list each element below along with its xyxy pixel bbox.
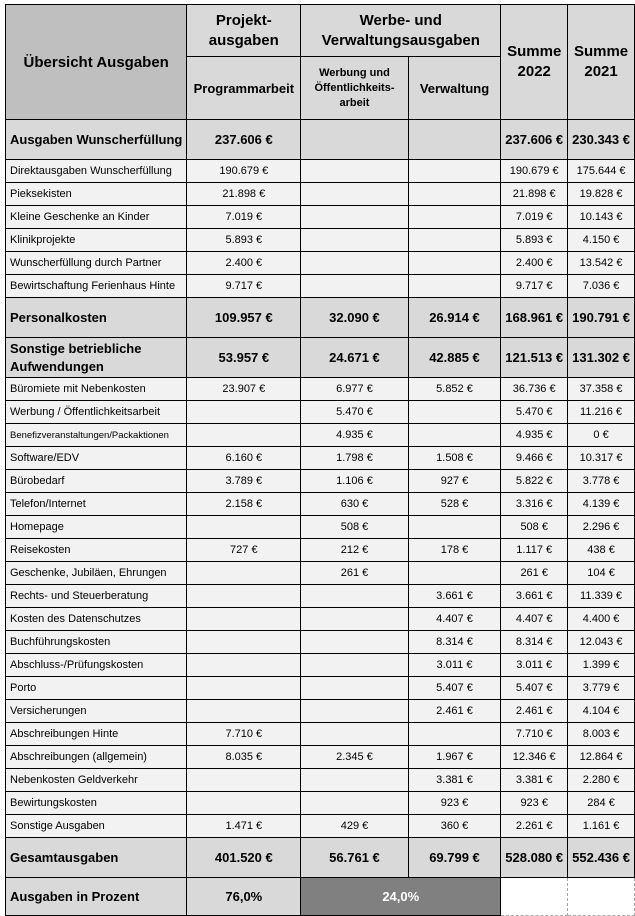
table-row bbox=[6, 183, 635, 206]
row-label: Pieksekisten bbox=[6, 183, 187, 206]
group-header-werbe-line1: Werbe- und bbox=[359, 11, 442, 29]
cell-programm: 7.019 € bbox=[187, 206, 301, 229]
cell-verwaltung: 1.508 € bbox=[408, 447, 501, 470]
cell-summe2022: 190.679 € bbox=[501, 160, 568, 183]
cell-summe2022: 12.346 € bbox=[501, 746, 568, 769]
cell-werbung: 24.671 € bbox=[301, 338, 408, 378]
cell-summe2021: 12.043 € bbox=[568, 631, 635, 654]
cell-summe2022: 5.893 € bbox=[501, 229, 568, 252]
cell-summe2021: 10.143 € bbox=[568, 206, 635, 229]
cell-programm bbox=[187, 700, 301, 723]
expense-overview-table bbox=[5, 4, 635, 916]
cell-summe2022: 5.822 € bbox=[501, 470, 568, 493]
table-row bbox=[6, 769, 635, 792]
row-label: Abschreibungen Hinte bbox=[6, 723, 187, 746]
row-label: Sonstige Ausgaben bbox=[6, 815, 187, 838]
row-label: Nebenkosten Geldverkehr bbox=[6, 769, 187, 792]
row-label: Versicherungen bbox=[6, 700, 187, 723]
cell-summe2021: 4.104 € bbox=[568, 700, 635, 723]
cell-werbung bbox=[301, 631, 408, 654]
row-label-line1: Sonstige betriebliche bbox=[10, 340, 142, 356]
cell-summe2021: 4.150 € bbox=[568, 229, 635, 252]
cell-verwaltung: 528 € bbox=[408, 493, 501, 516]
cell-werbung: 32.090 € bbox=[301, 298, 408, 338]
col-header-verwaltung: Verwaltung bbox=[408, 57, 501, 120]
cell-programm: 2.400 € bbox=[187, 252, 301, 275]
cell-summe2022: 2.461 € bbox=[501, 700, 568, 723]
cell-summe2021: 190.791 € bbox=[568, 298, 635, 338]
cell-verwaltung bbox=[408, 516, 501, 539]
cell-werbung bbox=[301, 275, 408, 298]
cell-summe2021: 13.542 € bbox=[568, 252, 635, 275]
cell-werbung bbox=[301, 183, 408, 206]
cell-werbung bbox=[301, 160, 408, 183]
cell-summe2021: 104 € bbox=[568, 562, 635, 585]
cell-summe2021: 4.400 € bbox=[568, 608, 635, 631]
cell-summe2021: 2.296 € bbox=[568, 516, 635, 539]
row-label: Büromiete mit Nebenkosten bbox=[6, 378, 187, 401]
table-row bbox=[6, 815, 635, 838]
table-row bbox=[6, 275, 635, 298]
cell-werbung bbox=[301, 723, 408, 746]
cell-verwaltung: 3.661 € bbox=[408, 585, 501, 608]
table-row bbox=[6, 516, 635, 539]
cell-summe2022: 5.470 € bbox=[501, 401, 568, 424]
table-title: Übersicht Ausgaben bbox=[6, 5, 187, 120]
cell-summe2021: 2.280 € bbox=[568, 769, 635, 792]
cell-summe2021: 284 € bbox=[568, 792, 635, 815]
totals-verwaltung: 69.799 € bbox=[408, 838, 501, 878]
cell-verwaltung bbox=[408, 252, 501, 275]
cell-summe2022: 1.117 € bbox=[501, 539, 568, 562]
row-label: Werbung / Öffentlichkeitsarbeit bbox=[6, 401, 187, 424]
col-header-werbung-line3: arbeit bbox=[339, 96, 370, 109]
cell-summe2021: 10.317 € bbox=[568, 447, 635, 470]
cell-werbung: 6.977 € bbox=[301, 378, 408, 401]
row-label: Personalkosten bbox=[6, 298, 187, 338]
row-label: Benefizveranstaltungen/Packaktionen bbox=[6, 424, 187, 447]
cell-programm: 21.898 € bbox=[187, 183, 301, 206]
cell-programm bbox=[187, 677, 301, 700]
table-row bbox=[6, 493, 635, 516]
cell-summe2022: 3.011 € bbox=[501, 654, 568, 677]
table-row bbox=[6, 229, 635, 252]
row-label: Kleine Geschenke an Kinder bbox=[6, 206, 187, 229]
cell-summe2022: 2.400 € bbox=[501, 252, 568, 275]
cell-programm bbox=[187, 631, 301, 654]
col-header-werbung-oeffentlichkeitsarbeit bbox=[301, 57, 408, 120]
col-header-summe-2021-line2: 2021 bbox=[584, 63, 618, 80]
table-row bbox=[6, 585, 635, 608]
cell-werbung: 630 € bbox=[301, 493, 408, 516]
group-header-projektausgaben-line1: Projekt- bbox=[215, 11, 272, 29]
cell-summe2022: 4.935 € bbox=[501, 424, 568, 447]
cell-summe2021: 1.161 € bbox=[568, 815, 635, 838]
table-row bbox=[6, 562, 635, 585]
cell-werbung bbox=[301, 252, 408, 275]
cell-verwaltung bbox=[408, 229, 501, 252]
table-row bbox=[6, 746, 635, 769]
table-row bbox=[6, 424, 635, 447]
cell-summe2021: 37.358 € bbox=[568, 378, 635, 401]
row-label bbox=[6, 338, 187, 378]
table-row bbox=[6, 401, 635, 424]
cell-summe2021: 8.003 € bbox=[568, 723, 635, 746]
cell-werbung bbox=[301, 585, 408, 608]
table-row bbox=[6, 700, 635, 723]
cell-verwaltung bbox=[408, 206, 501, 229]
table-row bbox=[6, 654, 635, 677]
cell-summe2021: 0 € bbox=[568, 424, 635, 447]
totals-programm: 401.520 € bbox=[187, 838, 301, 878]
table-row bbox=[6, 608, 635, 631]
row-label: Ausgaben Wunscherfüllung bbox=[6, 120, 187, 160]
cell-programm: 237.606 € bbox=[187, 120, 301, 160]
row-label: Klinikprojekte bbox=[6, 229, 187, 252]
cell-programm bbox=[187, 516, 301, 539]
cell-werbung: 508 € bbox=[301, 516, 408, 539]
table-row bbox=[6, 470, 635, 493]
row-label: Porto bbox=[6, 677, 187, 700]
cell-summe2022: 923 € bbox=[501, 792, 568, 815]
cell-werbung: 429 € bbox=[301, 815, 408, 838]
row-label: Buchführungskosten bbox=[6, 631, 187, 654]
table-row bbox=[6, 631, 635, 654]
table-row bbox=[6, 539, 635, 562]
cell-werbung: 212 € bbox=[301, 539, 408, 562]
cell-verwaltung: 5.407 € bbox=[408, 677, 501, 700]
row-label: Kosten des Datenschutzes bbox=[6, 608, 187, 631]
table-row bbox=[6, 160, 635, 183]
row-label: Telefon/Internet bbox=[6, 493, 187, 516]
table-group-row bbox=[6, 338, 635, 378]
cell-summe2022: 5.407 € bbox=[501, 677, 568, 700]
row-label: Wunscherfüllung durch Partner bbox=[6, 252, 187, 275]
row-label: Abschreibungen (allgemein) bbox=[6, 746, 187, 769]
cell-werbung bbox=[301, 608, 408, 631]
cell-summe2022: 9.717 € bbox=[501, 275, 568, 298]
cell-verwaltung bbox=[408, 120, 501, 160]
empty-cell bbox=[568, 878, 635, 916]
cell-summe2022: 9.466 € bbox=[501, 447, 568, 470]
col-header-summe-2021-line1: Summe bbox=[573, 43, 629, 60]
cell-summe2022: 3.381 € bbox=[501, 769, 568, 792]
cell-programm bbox=[187, 792, 301, 815]
cell-verwaltung bbox=[408, 275, 501, 298]
cell-programm: 2.158 € bbox=[187, 493, 301, 516]
row-label: Direktausgaben Wunscherfüllung bbox=[6, 160, 187, 183]
cell-summe2022: 4.407 € bbox=[501, 608, 568, 631]
table-row bbox=[6, 677, 635, 700]
row-label: Rechts- und Steuerberatung bbox=[6, 585, 187, 608]
cell-werbung: 261 € bbox=[301, 562, 408, 585]
cell-summe2022: 7.710 € bbox=[501, 723, 568, 746]
group-header-projektausgaben bbox=[187, 5, 301, 57]
group-header-werbe-line2: Verwaltungsausgaben bbox=[321, 31, 480, 49]
cell-programm: 6.160 € bbox=[187, 447, 301, 470]
cell-programm bbox=[187, 401, 301, 424]
cell-verwaltung: 178 € bbox=[408, 539, 501, 562]
cell-verwaltung: 3.011 € bbox=[408, 654, 501, 677]
cell-programm bbox=[187, 585, 301, 608]
table-row bbox=[6, 447, 635, 470]
table-group-row bbox=[6, 298, 635, 338]
col-header-summe-2022-line2: 2022 bbox=[517, 63, 551, 80]
cell-summe2022: 508 € bbox=[501, 516, 568, 539]
cell-summe2022: 3.661 € bbox=[501, 585, 568, 608]
cell-verwaltung bbox=[408, 160, 501, 183]
row-label: Bürobedarf bbox=[6, 470, 187, 493]
empty-cell bbox=[501, 878, 568, 916]
cell-verwaltung: 4.407 € bbox=[408, 608, 501, 631]
cell-summe2021: 175.644 € bbox=[568, 160, 635, 183]
cell-summe2022: 168.961 € bbox=[501, 298, 568, 338]
cell-summe2022: 121.513 € bbox=[501, 338, 568, 378]
cell-verwaltung: 2.461 € bbox=[408, 700, 501, 723]
cell-programm bbox=[187, 769, 301, 792]
cell-werbung bbox=[301, 120, 408, 160]
group-header-werbe-verwaltung bbox=[301, 5, 501, 57]
cell-verwaltung: 927 € bbox=[408, 470, 501, 493]
cell-summe2022: 3.316 € bbox=[501, 493, 568, 516]
percent-programm: 76,0% bbox=[187, 878, 301, 916]
row-label: Bewirtschaftung Ferienhaus Hinte bbox=[6, 275, 187, 298]
cell-programm: 8.035 € bbox=[187, 746, 301, 769]
totals-summe-2022: 528.080 € bbox=[501, 838, 568, 878]
cell-summe2021: 230.343 € bbox=[568, 120, 635, 160]
row-label: Reisekosten bbox=[6, 539, 187, 562]
group-header-projektausgaben-line2: ausgaben bbox=[208, 31, 279, 49]
col-header-werbung-line2: Öffentlichkeits- bbox=[314, 81, 395, 94]
col-header-werbung-line1: Werbung und bbox=[319, 66, 390, 79]
cell-werbung bbox=[301, 229, 408, 252]
cell-werbung: 1.798 € bbox=[301, 447, 408, 470]
cell-summe2021: 438 € bbox=[568, 539, 635, 562]
cell-programm: 109.957 € bbox=[187, 298, 301, 338]
table-group-row bbox=[6, 120, 635, 160]
cell-programm: 3.789 € bbox=[187, 470, 301, 493]
cell-summe2022: 8.314 € bbox=[501, 631, 568, 654]
cell-programm: 5.893 € bbox=[187, 229, 301, 252]
cell-summe2021: 3.778 € bbox=[568, 470, 635, 493]
cell-programm: 7.710 € bbox=[187, 723, 301, 746]
cell-summe2021: 4.139 € bbox=[568, 493, 635, 516]
percent-werbe-verwaltung: 24,0% bbox=[301, 878, 501, 916]
col-header-summe-2021 bbox=[568, 5, 635, 120]
cell-programm bbox=[187, 608, 301, 631]
table-row bbox=[6, 252, 635, 275]
cell-werbung: 1.106 € bbox=[301, 470, 408, 493]
cell-werbung: 5.470 € bbox=[301, 401, 408, 424]
cell-programm bbox=[187, 562, 301, 585]
cell-programm: 727 € bbox=[187, 539, 301, 562]
cell-verwaltung: 26.914 € bbox=[408, 298, 501, 338]
col-header-programmarbeit: Programmarbeit bbox=[187, 57, 301, 120]
row-label-line2: Aufwendungen bbox=[10, 358, 104, 374]
row-label: Software/EDV bbox=[6, 447, 187, 470]
cell-werbung bbox=[301, 206, 408, 229]
table-row bbox=[6, 723, 635, 746]
cell-werbung: 4.935 € bbox=[301, 424, 408, 447]
cell-programm: 53.957 € bbox=[187, 338, 301, 378]
cell-werbung bbox=[301, 700, 408, 723]
cell-verwaltung: 42.885 € bbox=[408, 338, 501, 378]
cell-summe2021: 131.302 € bbox=[568, 338, 635, 378]
cell-werbung bbox=[301, 792, 408, 815]
table-row bbox=[6, 378, 635, 401]
cell-werbung bbox=[301, 769, 408, 792]
totals-werbung: 56.761 € bbox=[301, 838, 408, 878]
cell-verwaltung bbox=[408, 562, 501, 585]
cell-programm bbox=[187, 654, 301, 677]
totals-label: Gesamtausgaben bbox=[6, 838, 187, 878]
cell-programm: 190.679 € bbox=[187, 160, 301, 183]
cell-programm: 23.907 € bbox=[187, 378, 301, 401]
row-label: Geschenke, Jubiläen, Ehrungen bbox=[6, 562, 187, 585]
cell-verwaltung bbox=[408, 401, 501, 424]
cell-summe2022: 7.019 € bbox=[501, 206, 568, 229]
cell-verwaltung: 5.852 € bbox=[408, 378, 501, 401]
cell-programm: 1.471 € bbox=[187, 815, 301, 838]
cell-summe2022: 237.606 € bbox=[501, 120, 568, 160]
cell-verwaltung: 3.381 € bbox=[408, 769, 501, 792]
cell-summe2021: 11.339 € bbox=[568, 585, 635, 608]
totals-summe-2021: 552.436 € bbox=[568, 838, 635, 878]
cell-summe2022: 2.261 € bbox=[501, 815, 568, 838]
cell-summe2022: 36.736 € bbox=[501, 378, 568, 401]
cell-summe2021: 1.399 € bbox=[568, 654, 635, 677]
cell-summe2021: 11.216 € bbox=[568, 401, 635, 424]
cell-programm bbox=[187, 424, 301, 447]
cell-programm: 9.717 € bbox=[187, 275, 301, 298]
cell-verwaltung: 8.314 € bbox=[408, 631, 501, 654]
cell-summe2021: 19.828 € bbox=[568, 183, 635, 206]
cell-verwaltung bbox=[408, 183, 501, 206]
table-row bbox=[6, 792, 635, 815]
cell-verwaltung: 1.967 € bbox=[408, 746, 501, 769]
row-label: Bewirtungskosten bbox=[6, 792, 187, 815]
cell-werbung bbox=[301, 654, 408, 677]
cell-summe2021: 7.036 € bbox=[568, 275, 635, 298]
cell-werbung: 2.345 € bbox=[301, 746, 408, 769]
row-label: Homepage bbox=[6, 516, 187, 539]
col-header-summe-2022-line1: Summe bbox=[507, 43, 562, 60]
percent-label: Ausgaben in Prozent bbox=[6, 878, 187, 916]
cell-summe2021: 12.864 € bbox=[568, 746, 635, 769]
col-header-summe-2022 bbox=[501, 5, 568, 120]
cell-summe2022: 261 € bbox=[501, 562, 568, 585]
cell-werbung bbox=[301, 677, 408, 700]
cell-verwaltung: 360 € bbox=[408, 815, 501, 838]
cell-summe2021: 3.779 € bbox=[568, 677, 635, 700]
cell-verwaltung bbox=[408, 424, 501, 447]
cell-verwaltung bbox=[408, 723, 501, 746]
cell-verwaltung: 923 € bbox=[408, 792, 501, 815]
table-row bbox=[6, 206, 635, 229]
row-label: Abschluss-/Prüfungskosten bbox=[6, 654, 187, 677]
cell-summe2022: 21.898 € bbox=[501, 183, 568, 206]
